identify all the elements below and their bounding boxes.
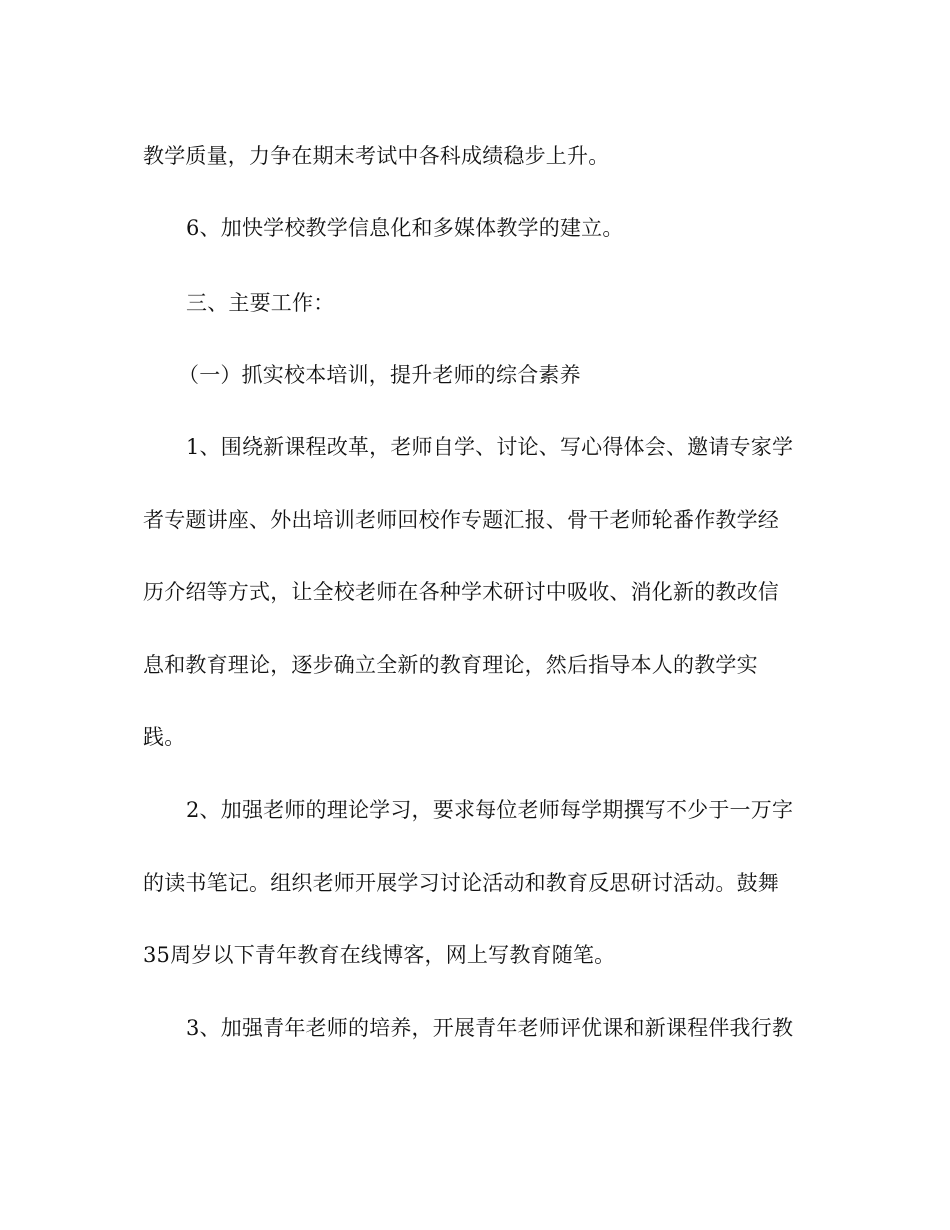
text-line: 教学质量，力争在期末考试中各科成绩稳步上升。 [143,144,610,168]
text-line: 6、加快学校教学信息化和多媒体教学的建立。 [186,216,624,240]
text-line: 2、加强老师的理论学习，要求每位老师每学期撰写不少于一万字 [186,798,794,822]
text-line: 3、加强青年老师的培养，开展青年老师评优课和新课程伴我行教 [186,1016,794,1040]
subsection-heading: （一）抓实校本培训，提升老师的综合素养 [178,363,581,387]
section-heading: 三、主要工作： [186,291,335,315]
text-line: 者专题讲座、外出培训老师回校作专题汇报、骨干老师轮番作教学经 [143,508,779,532]
text-line: 践。 [143,725,186,749]
text-line: 的读书笔记。组织老师开展学习讨论活动和教育反思研讨活动。鼓舞 [143,871,779,895]
text-line: 历介绍等方式，让全校老师在各种学术研讨中吸收、消化新的教改信 [143,580,779,604]
text-line: 1、围绕新课程改革，老师自学、讨论、写心得体会、邀请专家学 [186,435,794,459]
text-line: 息和教育理论，逐步确立全新的教育理论，然后指导本人的教学实 [143,653,758,677]
text-line: 35周岁以下青年教育在线博客，网上写教育随笔。 [143,943,616,967]
